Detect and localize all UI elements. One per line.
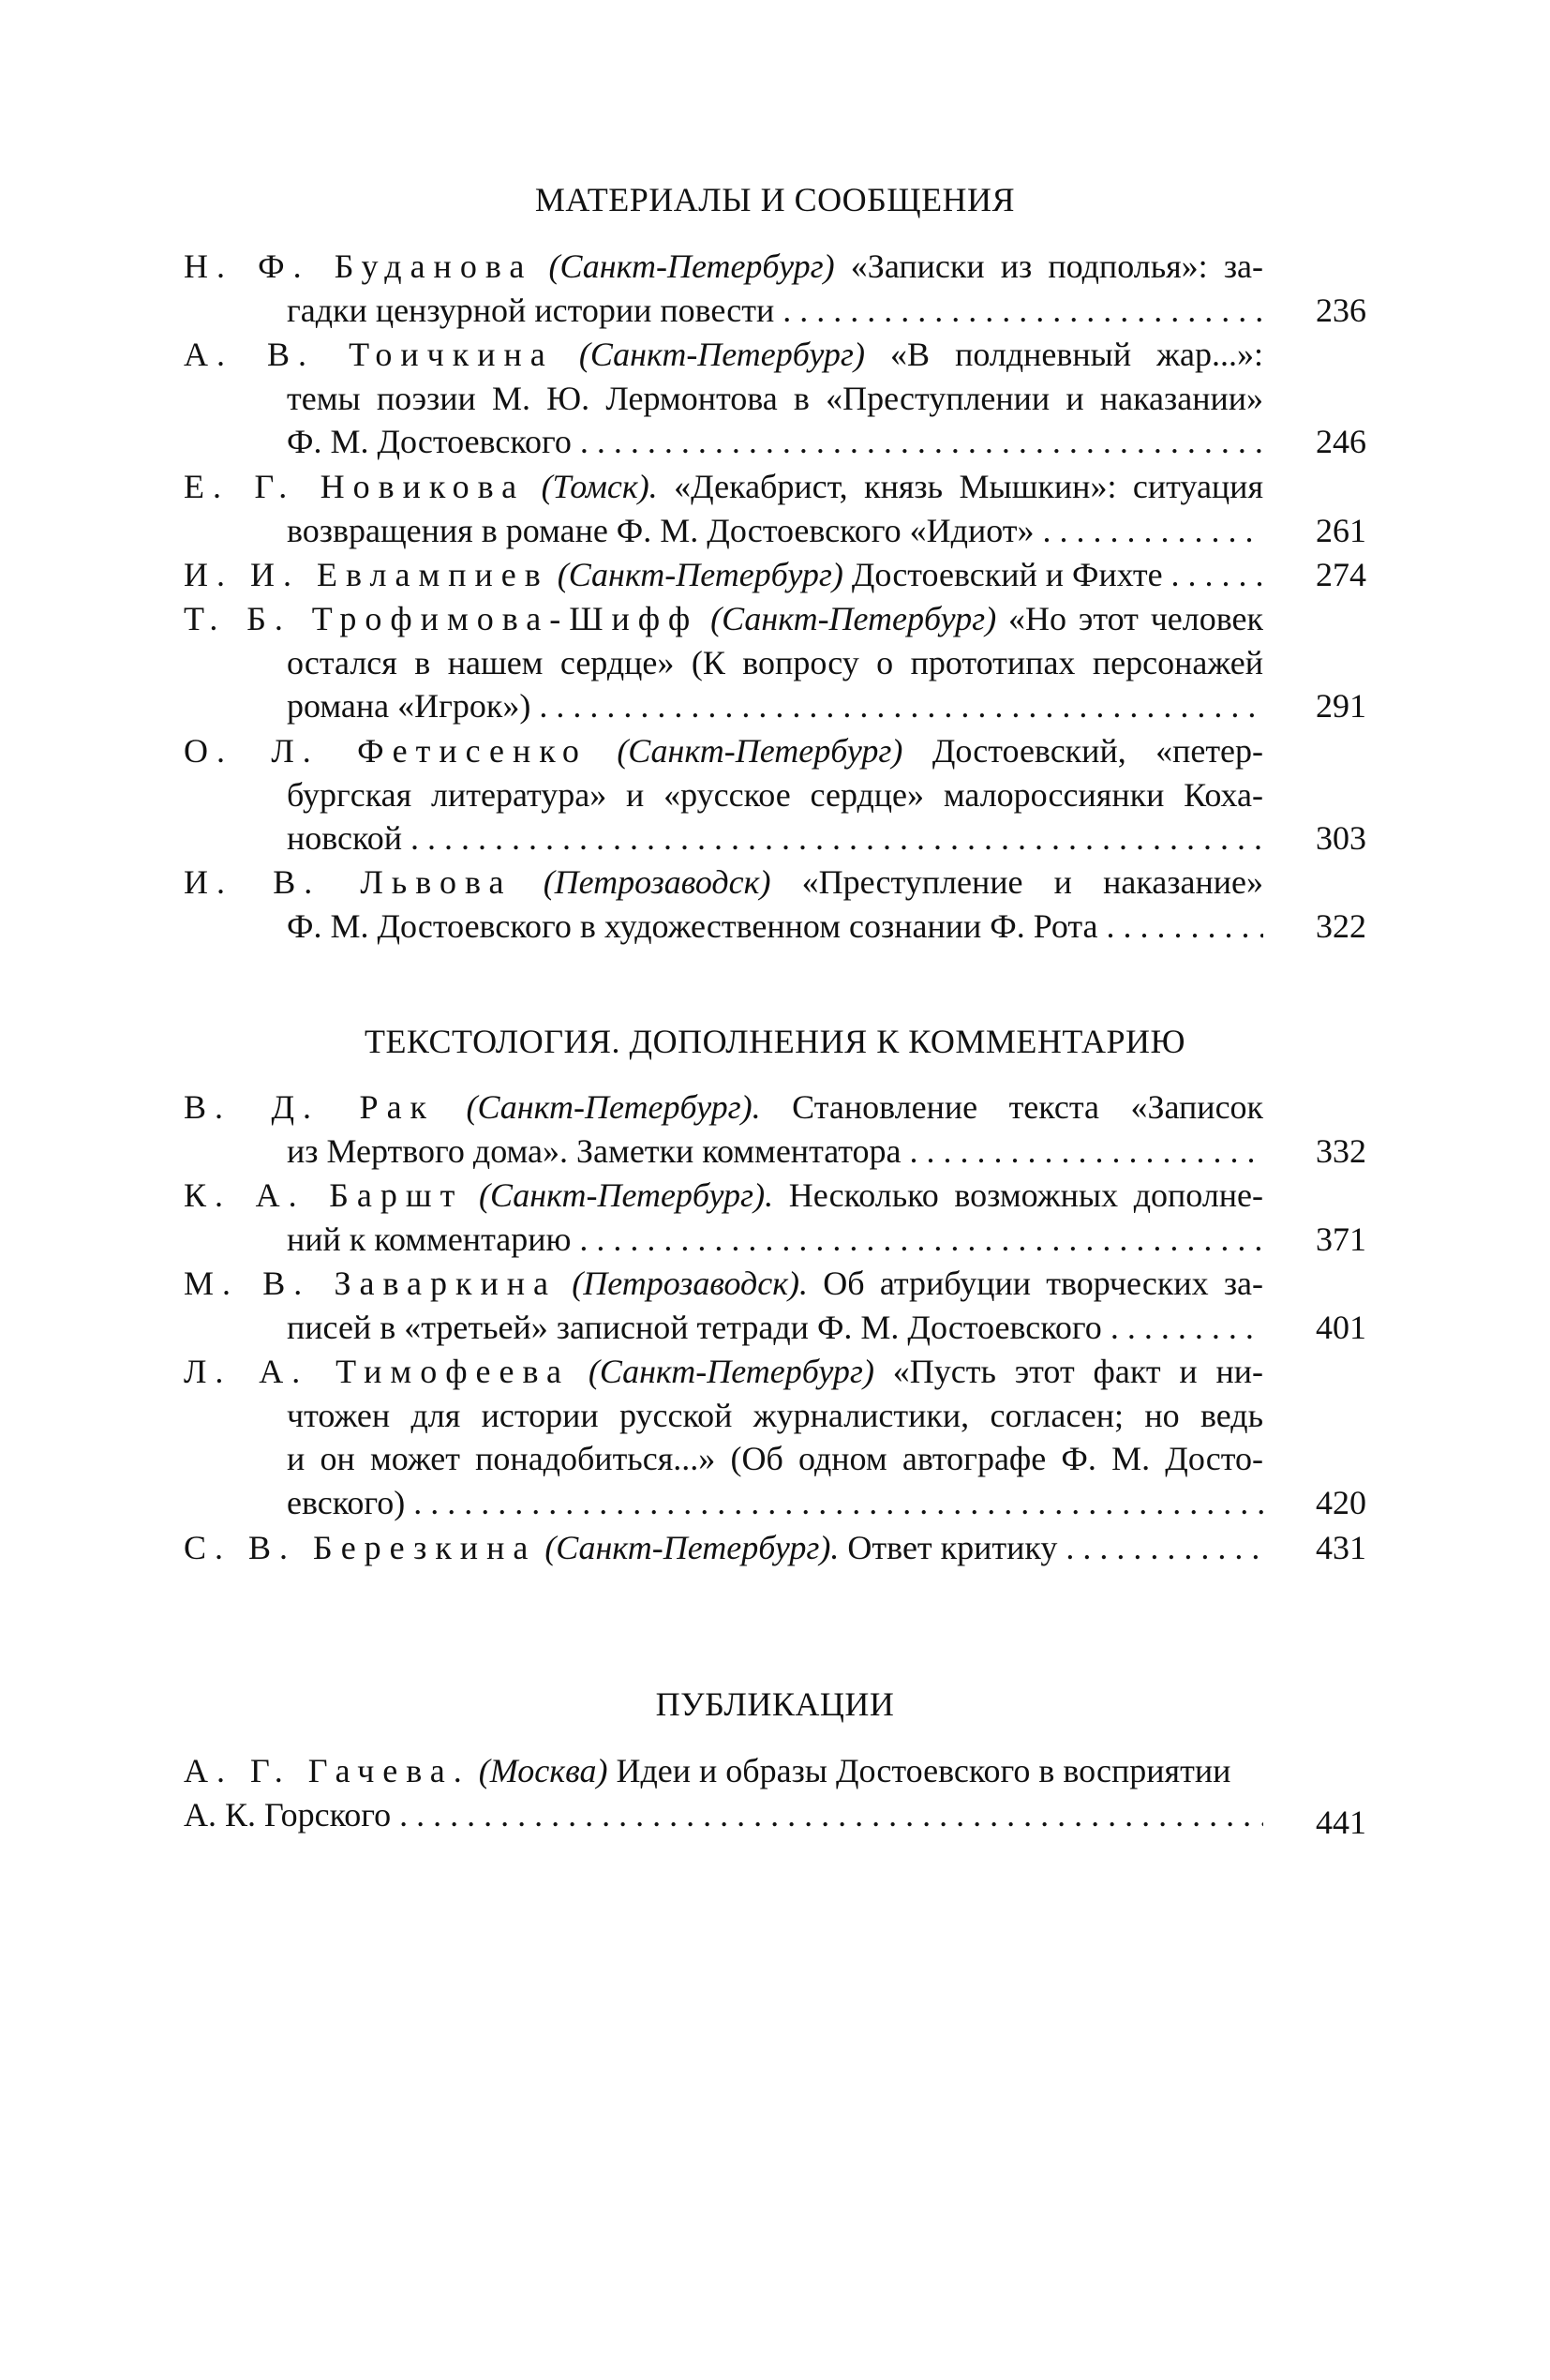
entry-page-number: 322 [1316, 906, 1366, 945]
entry-title-line: Несколько возможных дополне- [788, 1176, 1264, 1214]
toc-entry [184, 729, 1366, 861]
entry-author: Т. Б. Трофимова-Шифф [184, 600, 699, 637]
entry-page-number: 291 [1316, 687, 1366, 726]
toc-entry [184, 553, 1366, 597]
entry-title-line: темы поэзии М. Ю. Лермонтова в «Преступлении и наказании» [287, 379, 1263, 417]
entry-title-line: «Декабрист, князь Мышкин»: ситуация [674, 468, 1264, 505]
entry-title-line: писей в «третьей» записной тетради Ф. М. Достоевского [287, 1308, 1102, 1346]
entry-title-line: «Записки из подполья»: за- [850, 247, 1264, 285]
entry-place: (Петрозаводск). [572, 1265, 809, 1302]
entry-page-number: 431 [1316, 1529, 1366, 1566]
entry-place: (Санкт-Петербург). [466, 1088, 761, 1126]
entry-place: (Санкт-Петербург) [578, 336, 865, 373]
toc-entry [184, 861, 1366, 948]
entry-author: И. И. Евлампиев [184, 556, 549, 593]
entry-title-line: и он может понадобиться...» (Об одном автографе Ф. М. Досто- [287, 1440, 1263, 1478]
entry-place: (Томск). [541, 468, 658, 505]
entry-title-line: из Мертвого дома». Заметки комментатора [287, 1131, 902, 1170]
entry-page-number: 236 [1316, 291, 1366, 329]
entry-title-line: «Пусть этот факт и ни- [892, 1353, 1264, 1390]
entry-author: А. В. Тоичкина [184, 336, 554, 373]
entry-title-line: чтожен для истории русской журналистики, согласен; но ведь [287, 1396, 1263, 1434]
entry-title-line: остался в нашем сердце» (К вопросу о прототипах персонажей [287, 643, 1263, 681]
entry-title-line: бургская литература» и «русское сердце» малороссиянки Коха- [287, 775, 1263, 814]
entry-title-line: А. К. Горского [184, 1795, 392, 1834]
toc-entry [184, 1350, 1366, 1524]
entry-author: О. Л. Фетисенко [184, 732, 588, 770]
entry-author: В. Д. Рак [184, 1088, 436, 1126]
toc-entry [184, 597, 1366, 728]
entry-page-number: 371 [1316, 1220, 1366, 1258]
entry-title-line: романа «Игрок») [287, 687, 531, 726]
toc-entry [184, 1174, 1366, 1261]
entry-place: (Москва) [478, 1752, 608, 1789]
entry-title-line: гадки цензурной истории повести [287, 291, 775, 329]
toc-entry [184, 333, 1366, 464]
entry-page-number: 274 [1316, 556, 1366, 593]
entry-place: (Санкт-Петербург) [557, 556, 843, 593]
entry-title-line: Ответ критику [847, 1529, 1058, 1566]
entry-title-line: Ф. М. Достоевского [287, 423, 572, 461]
entry-title-line: новской [287, 819, 402, 858]
entry-author: М. В. Заваркина [184, 1265, 558, 1302]
entry-title-line: Об атрибуции творческих за- [823, 1265, 1264, 1302]
entry-author: Е. Г. Новикова [184, 468, 526, 505]
entry-page-number: 332 [1316, 1131, 1366, 1170]
entry-page-number: 303 [1316, 819, 1366, 858]
entry-page-number: 261 [1316, 511, 1366, 549]
entry-author: С. В. Березкина [184, 1529, 537, 1566]
entry-page-number: 420 [1316, 1483, 1366, 1521]
toc-entry [184, 1085, 1366, 1173]
entry-author: А. Г. Гачева. [184, 1752, 470, 1789]
toc-entry [184, 1749, 1366, 1841]
entry-place: (Санкт-Петербург) [588, 1353, 874, 1390]
entry-author: Н. Ф. Буданова [184, 247, 533, 285]
entry-title-line: «Но этот человек [1008, 600, 1263, 637]
entry-place: (Санкт-Петербург) [617, 732, 903, 770]
entry-page-number: 441 [1316, 1803, 1366, 1841]
entry-title-line: Достоевский, «петер- [931, 732, 1264, 770]
entry-title-line: ний к комментарию [287, 1220, 572, 1258]
entry-title-line: евского) [287, 1483, 406, 1521]
entry-author: К. А. Баршт [184, 1176, 464, 1214]
toc-entry [184, 465, 1366, 552]
entry-title-line: Ф. М. Достоевского в художественном сознании Ф. Рота [287, 906, 1098, 945]
entry-page-number: 401 [1316, 1308, 1366, 1346]
entry-title-line: Идеи и образы Достоевского в восприятии [616, 1752, 1231, 1789]
section-heading: ПУБЛИКАЦИИ [655, 1685, 895, 1723]
entry-place: (Санкт-Петербург) [548, 247, 835, 285]
toc-entry [184, 1262, 1366, 1349]
toc-entry [184, 1526, 1366, 1570]
toc-entry [184, 245, 1366, 332]
entry-place: (Петрозаводск) [543, 863, 771, 901]
entry-title-line: Достоевский и Фихте [851, 556, 1163, 593]
entry-page-number: 246 [1316, 423, 1366, 461]
entry-place: (Санкт-Петербург). [478, 1176, 774, 1214]
section-heading: МАТЕРИАЛЫ И СООБЩЕНИЯ [534, 181, 1016, 218]
entry-title-line: «Преступление и наказание» [801, 863, 1264, 901]
entry-place: (Санкт-Петербург) [710, 600, 997, 637]
entry-title-line: Становление текста «Записок [792, 1088, 1264, 1126]
entry-title-line: «В полдневный жар...»: [890, 336, 1264, 373]
entry-title-line: возвращения в романе Ф. М. Достоевского «Идиот» [287, 511, 1035, 549]
entry-author: И. В. Львова [184, 863, 513, 901]
entry-author: Л. А. Тимофеева [184, 1353, 570, 1390]
entry-place: (Санкт-Петербург). [544, 1529, 840, 1566]
section-heading: ТЕКСТОЛОГИЯ. ДОПОЛНЕНИЯ К КОММЕНТАРИЮ [364, 1023, 1186, 1060]
